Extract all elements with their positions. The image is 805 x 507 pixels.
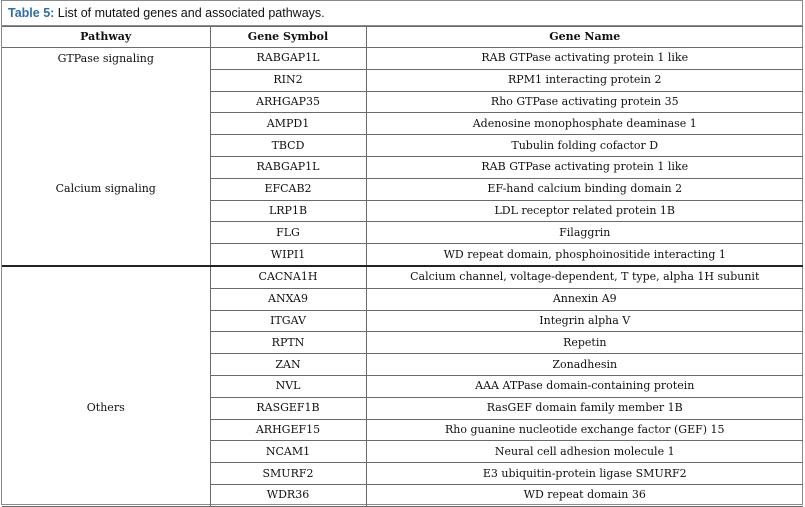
- cell-pathway: [2, 354, 210, 376]
- cell-pathway: Others: [2, 397, 210, 419]
- header-gene-symbol: Gene Symbol: [210, 27, 366, 48]
- table-row: [2, 332, 803, 354]
- cell-gene-symbol: WIPI1: [210, 244, 366, 266]
- cell-gene-name: Rho GTPase activating protein 35: [366, 91, 803, 113]
- cell-pathway: [2, 441, 210, 463]
- cell-gene-symbol: ARHGAP35: [210, 91, 366, 113]
- cell-gene-symbol: AMPD1: [210, 113, 366, 135]
- cell-pathway: [2, 69, 210, 91]
- cell-gene-symbol: NVL: [210, 375, 366, 397]
- table-row: [2, 310, 803, 332]
- table-row: [2, 222, 803, 244]
- cell-pathway: [2, 222, 210, 244]
- cell-gene-symbol: RABGAP1L: [210, 48, 366, 70]
- cell-gene-symbol: CACNA1H: [210, 266, 366, 288]
- cell-pathway: [2, 484, 210, 506]
- cell-pathway: [2, 113, 210, 135]
- genes-table: [2, 26, 803, 507]
- table-caption-label: Table 5:: [8, 6, 55, 20]
- cell-pathway: [2, 463, 210, 485]
- table-body: [2, 48, 803, 507]
- cell-pathway: [2, 200, 210, 222]
- cell-pathway: [2, 332, 210, 354]
- cell-gene-name: Neural cell adhesion molecule 1: [366, 441, 803, 463]
- cell-gene-name: Annexin A9: [366, 288, 803, 310]
- cell-pathway: [2, 156, 210, 178]
- table-row: [2, 178, 803, 200]
- cell-gene-symbol: ITGAV: [210, 310, 366, 332]
- cell-gene-symbol: RPTN: [210, 332, 366, 354]
- cell-gene-name: Integrin alpha V: [366, 310, 803, 332]
- table-figure: [1, 0, 803, 505]
- header-pathway: Pathway: [2, 27, 210, 48]
- table-row: [2, 244, 803, 266]
- cell-gene-symbol: NCAM1: [210, 441, 366, 463]
- cell-pathway: [2, 91, 210, 113]
- cell-pathway: [2, 310, 210, 332]
- table-caption: [2, 1, 802, 26]
- table-caption-text: List of mutated genes and associated pathways.: [57, 6, 325, 20]
- cell-gene-symbol: RABGAP1L: [210, 156, 366, 178]
- cell-gene-symbol: TBCD: [210, 135, 366, 157]
- cell-pathway: [2, 266, 210, 288]
- cell-gene-symbol: RASGEF1B: [210, 397, 366, 419]
- cell-pathway: [2, 135, 210, 157]
- cell-gene-symbol: ZAN: [210, 354, 366, 376]
- cell-gene-name: AAA ATPase domain-containing protein: [366, 375, 803, 397]
- cell-gene-name: RAB GTPase activating protein 1 like: [366, 156, 803, 178]
- table-row: [2, 48, 803, 70]
- cell-pathway: [2, 419, 210, 441]
- cell-gene-name: Calcium channel, voltage-dependent, T type, alpha 1H subunit: [366, 266, 803, 288]
- cell-gene-name: Repetin: [366, 332, 803, 354]
- cell-gene-name: E3 ubiquitin-protein ligase SMURF2: [366, 463, 803, 485]
- cell-gene-symbol: RIN2: [210, 69, 366, 91]
- cell-gene-symbol: ANXA9: [210, 288, 366, 310]
- cell-gene-symbol: ARHGEF15: [210, 419, 366, 441]
- cell-gene-name: Tubulin folding cofactor D: [366, 135, 803, 157]
- table-row: [2, 91, 803, 113]
- table-row: [2, 354, 803, 376]
- cell-pathway: [2, 375, 210, 397]
- table-row: [2, 156, 803, 178]
- table-row: [2, 113, 803, 135]
- cell-gene-name: RPM1 interacting protein 2: [366, 69, 803, 91]
- cell-gene-name: WD repeat domain 36: [366, 484, 803, 506]
- table-row: [2, 200, 803, 222]
- cell-gene-name: RAB GTPase activating protein 1 like: [366, 48, 803, 70]
- table-row: [2, 484, 803, 506]
- cell-gene-name: RasGEF domain family member 1B: [366, 397, 803, 419]
- table-header-row: [2, 27, 803, 48]
- cell-gene-name: Rho guanine nucleotide exchange factor (GEF) 15: [366, 419, 803, 441]
- table-row: [2, 419, 803, 441]
- table-row: [2, 375, 803, 397]
- cell-gene-name: LDL receptor related protein 1B: [366, 200, 803, 222]
- table-row: [2, 288, 803, 310]
- cell-pathway: [2, 288, 210, 310]
- cell-gene-symbol: LRP1B: [210, 200, 366, 222]
- cell-gene-name: WD repeat domain, phosphoinositide interacting 1: [366, 244, 803, 266]
- table-row: [2, 397, 803, 419]
- cell-pathway: Calcium signaling: [2, 178, 210, 200]
- cell-gene-symbol: EFCAB2: [210, 178, 366, 200]
- cell-gene-name: Adenosine monophosphate deaminase 1: [366, 113, 803, 135]
- table-row: [2, 441, 803, 463]
- table-row: [2, 463, 803, 485]
- table-row: [2, 266, 803, 288]
- table-row: [2, 69, 803, 91]
- cell-pathway: GTPase signaling: [2, 48, 210, 70]
- cell-gene-name: Filaggrin: [366, 222, 803, 244]
- cell-gene-name: Zonadhesin: [366, 354, 803, 376]
- cell-gene-symbol: SMURF2: [210, 463, 366, 485]
- header-gene-name: Gene Name: [366, 27, 803, 48]
- cell-gene-name: EF-hand calcium binding domain 2: [366, 178, 803, 200]
- cell-pathway: [2, 244, 210, 266]
- table-row: [2, 135, 803, 157]
- cell-gene-symbol: WDR36: [210, 484, 366, 506]
- cell-gene-symbol: FLG: [210, 222, 366, 244]
